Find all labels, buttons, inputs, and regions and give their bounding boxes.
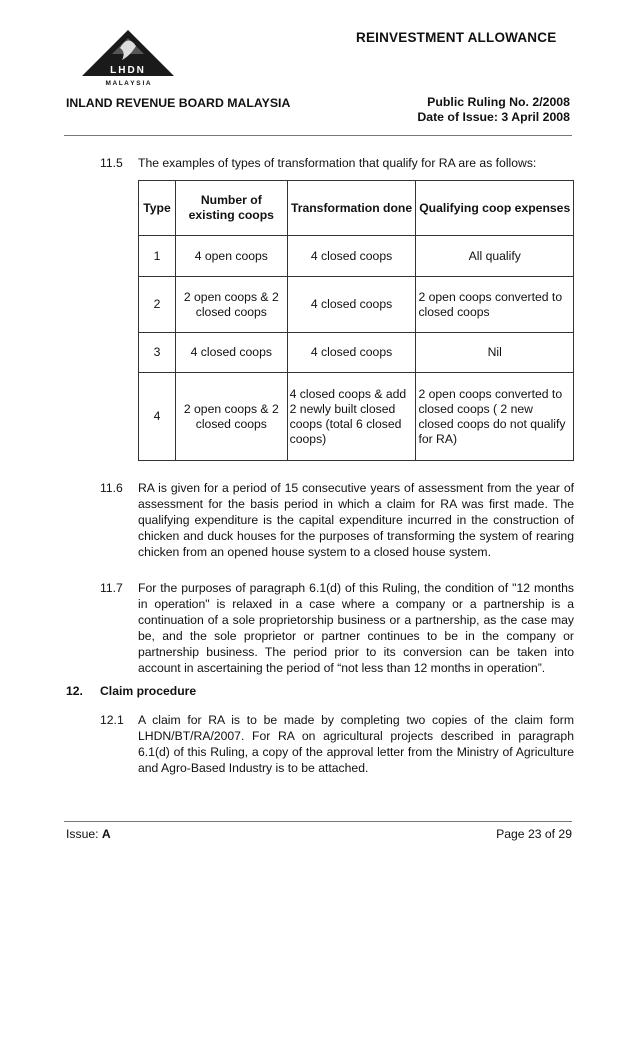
table-row	[139, 236, 574, 277]
page-number: Page 23 of 29	[496, 827, 572, 841]
paragraph-number: 12.1	[100, 713, 124, 727]
header-qualifying-expenses: Qualifying coop expenses	[416, 181, 574, 236]
paragraph-text: For the purposes of paragraph 6.1(d) of this Ruling, the condition of "12 months in operation" is relaxed in a case where a company or a partnership is a continuation of a sole proprietorship business or a partnership, as the case may be, and the sole proprietor or partner continues to be in the company or partnership business. The period prior to its conversion can be taken into account in ascertaining the period of “not less than 12 months in operation”.	[138, 581, 574, 676]
table-row	[139, 277, 574, 333]
cell-expenses: 2 open coops converted to closed coops ( 2 new closed coops do not qualify for RA)	[416, 373, 574, 461]
paragraph-number: 11.7	[100, 581, 123, 595]
header-transformation: Transformation done	[287, 181, 416, 236]
document-title: REINVESTMENT ALLOWANCE	[356, 30, 557, 45]
paragraph-text: A claim for RA is to be made by completing two copies of the claim form LHDN/BT/RA/2007. For RA on agricultural projects described in paragraph 6.1(d) of this Ruling, a copy of the approval letter from the Ministry of Agriculture and Agro-Based Industry is to be attached.	[138, 713, 574, 776]
cell-existing: 4 open coops	[175, 236, 287, 277]
cell-type: 4	[139, 373, 176, 461]
cell-transformation: 4 closed coops	[287, 236, 416, 277]
cell-type: 3	[139, 333, 176, 373]
section-number: 12.	[66, 684, 83, 698]
header-type: Type	[139, 181, 176, 236]
paragraph-number: 11.6	[100, 481, 123, 495]
cell-transformation: 4 closed coops	[287, 277, 416, 333]
cell-expenses: 2 open coops converted to closed coops	[416, 277, 574, 333]
table-row	[139, 333, 574, 373]
header-divider	[64, 135, 572, 136]
logo-subtext: M A L A Y S I A	[105, 80, 151, 87]
paragraph-text: RA is given for a period of 15 consecutive years of assessment from the year of assessment for the basis period in which a claim for RA was first made. The qualifying expenditure is the capital expenditure incurred in the construction of chicken and duck houses for the purposes of transforming the system of rearing chicken from an opened house system to a closed house system.	[138, 481, 574, 560]
issue-label: Issue:	[66, 827, 102, 841]
cell-transformation: 4 closed coops	[287, 333, 416, 373]
table-row	[139, 373, 574, 461]
header-existing-coops: Number of existing coops	[175, 181, 287, 236]
cell-existing: 2 open coops & 2 closed coops	[175, 373, 287, 461]
organization-name: INLAND REVENUE BOARD MALAYSIA	[66, 96, 291, 110]
footer-divider	[64, 821, 572, 822]
cell-type: 2	[139, 277, 176, 333]
issue-value: A	[101, 827, 111, 841]
ruling-number: Public Ruling No. 2/2008	[427, 95, 570, 109]
paragraph-number: 11.5	[100, 156, 123, 170]
ruling-info	[417, 95, 570, 125]
cell-existing: 4 closed coops	[175, 333, 287, 373]
section-title: Claim procedure	[100, 684, 197, 698]
cell-type: 1	[139, 236, 176, 277]
logo-text: LHDN	[110, 65, 146, 76]
transformation-table	[138, 180, 574, 461]
paragraph-text: The examples of types of transformation that qualify for RA are as follows:	[138, 156, 537, 170]
cell-expenses: All qualify	[416, 236, 574, 277]
cell-existing: 2 open coops & 2 closed coops	[175, 277, 287, 333]
lhdn-logo	[82, 28, 174, 88]
table-header-row	[139, 181, 574, 236]
footer-issue	[66, 827, 111, 841]
issue-date: Date of Issue: 3 April 2008	[417, 110, 570, 124]
cell-transformation: 4 closed coops & add 2 newly built closed coops (total 6 closed coops)	[287, 373, 416, 461]
cell-expenses: Nil	[416, 333, 574, 373]
